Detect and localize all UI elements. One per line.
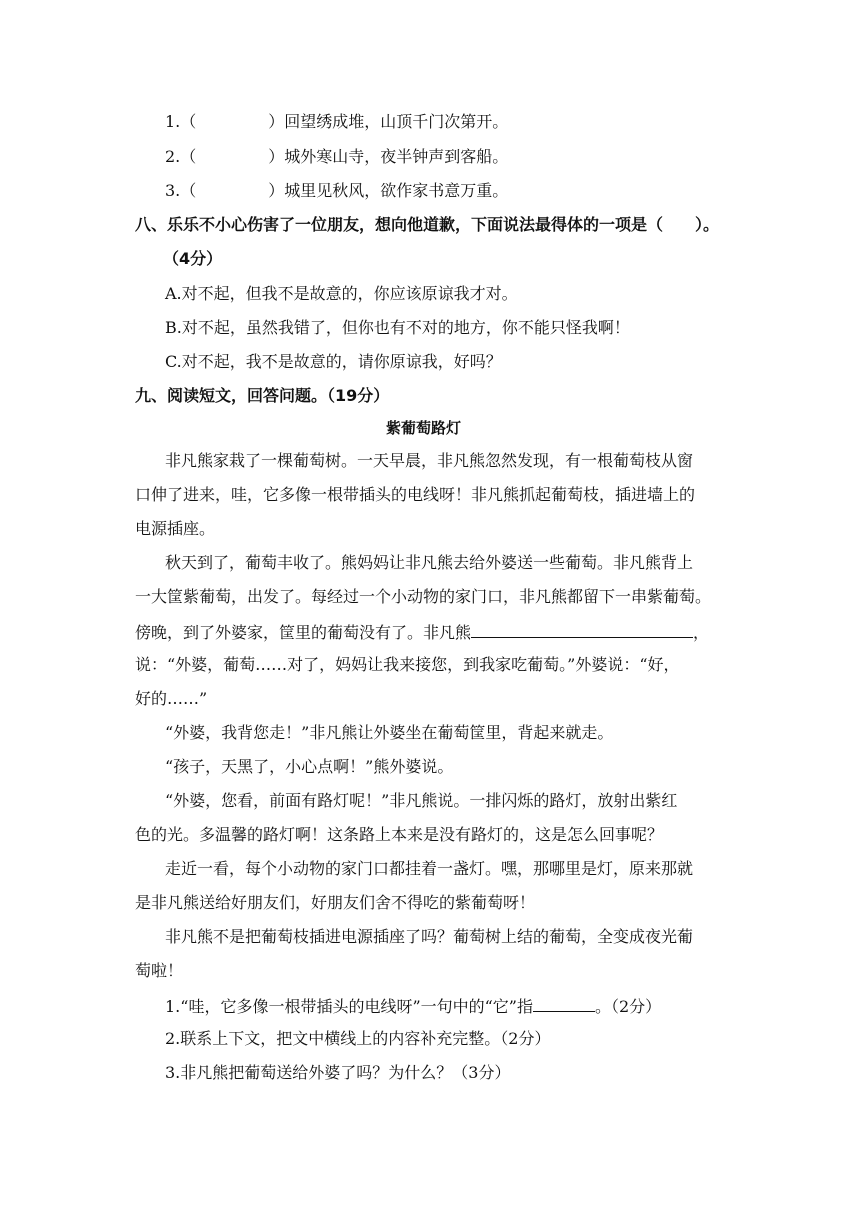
passage-p2-line-1: 秋天到了，葡萄丰收了。熊妈妈让非凡熊去给外婆送一些葡萄。非凡熊背上 — [165, 553, 694, 572]
sub-question-1-score: 。（2分） — [595, 997, 662, 1016]
passage-p3: “外婆，我背您走！”非凡熊让外婆坐在葡萄筐里，背起来就走。 — [165, 723, 614, 742]
passage-p5-line-2: 色的光。多温馨的路灯啊！这条路上本来是没有路灯的，这是怎么回事呢？ — [135, 825, 664, 844]
passage-p1-line-1: 非凡熊家栽了一棵葡萄树。一天早晨，非凡熊忽然发现，有一根葡萄枝从窗 — [165, 451, 694, 470]
q9-title: 九、阅读短文，回答问题。（19分） — [135, 386, 390, 405]
passage-p2-line-4: 说：“外婆，葡萄……对了，妈妈让我来接您，到我家吃葡萄。”外婆说：“好， — [135, 655, 680, 674]
sub-question-1-blank[interactable] — [533, 995, 595, 1012]
passage-title: 紫葡萄路灯 — [386, 419, 462, 437]
sub-question-2: 2.联系上下文，把文中横线上的内容补充完整。（2分） — [165, 1029, 551, 1048]
passage-p7-line-2: 萄啦！ — [135, 961, 184, 980]
sub-question-3: 3.非凡熊把葡萄送给外婆了吗？为什么？（3分） — [165, 1063, 511, 1082]
passage-p2-blank-prefix: 傍晚，到了外婆家，筐里的葡萄没有了。非凡熊 — [135, 623, 472, 642]
passage-p2-line-5: 好的……” — [135, 689, 208, 708]
q8-option-a: A.对不起，但我不是故意的，你应该原谅我才对。 — [165, 284, 518, 303]
passage-p2-line-2: 一大筐紫葡萄，出发了。每经过一个小动物的家门口，非凡熊都留下一串紫葡萄。 — [135, 587, 712, 606]
sub-question-1 — [165, 995, 661, 1017]
passage-fill-blank[interactable] — [471, 621, 693, 638]
q8-title: 八、乐乐不小心伤害了一位朋友，想向他道歉，下面说法最得体的一项是（ ）。 — [135, 215, 720, 234]
passage-p1-line-2: 口伸了进来，哇，它多像一根带插头的电线呀！非凡熊抓起葡萄枝，插进墙上的 — [135, 485, 696, 504]
sub-question-1-text: 1.“哇，它多像一根带插头的电线呀”一句中的“它”指 — [165, 997, 533, 1016]
poem-text-3: ）城里见秋风，欲作家书意万重。 — [268, 181, 509, 200]
passage-p6-line-1: 走近一看，每个小动物的家门口都挂着一盏灯。嘿，那哪里是灯，原来那就 — [165, 859, 694, 878]
poem-num-3: 3.（ — [165, 181, 197, 200]
passage-p4: “孩子，天黑了，小心点啊！”熊外婆说。 — [165, 757, 454, 776]
passage-p5-line-1: “外婆，您看，前面有路灯呢！”非凡熊说。一排闪烁的路灯，放射出紫红 — [165, 791, 678, 810]
passage-p2-blank-suffix: ， — [693, 623, 710, 642]
q8-option-b: B.对不起，虽然我错了，但你也有不对的地方，你不能只怪我啊！ — [165, 318, 630, 337]
poem-num-2: 2.（ — [165, 147, 197, 166]
poem-text-2: ）城外寒山寺，夜半钟声到客船。 — [268, 147, 509, 166]
passage-p6-line-2: 是非凡熊送给好朋友们，好朋友们舍不得吃的紫葡萄呀！ — [135, 893, 536, 912]
poem-text-1: ）回望绣成堆，山顶千门次第开。 — [268, 112, 509, 131]
q8-option-c: C.对不起，我不是故意的，请你原谅我，好吗？ — [165, 352, 502, 371]
q8-score: （4分） — [163, 249, 223, 268]
passage-p1-line-3: 电源插座。 — [135, 519, 216, 538]
poem-line-1 — [165, 112, 508, 132]
poem-num-1: 1.（ — [165, 112, 197, 131]
poem-line-2 — [165, 147, 508, 167]
poem-line-3 — [165, 181, 508, 201]
passage-p2-line-3 — [135, 621, 709, 643]
passage-p7-line-1: 非凡熊不是把葡萄枝插进电源插座了吗？葡萄树上结的葡萄，全变成夜光葡 — [165, 927, 694, 946]
